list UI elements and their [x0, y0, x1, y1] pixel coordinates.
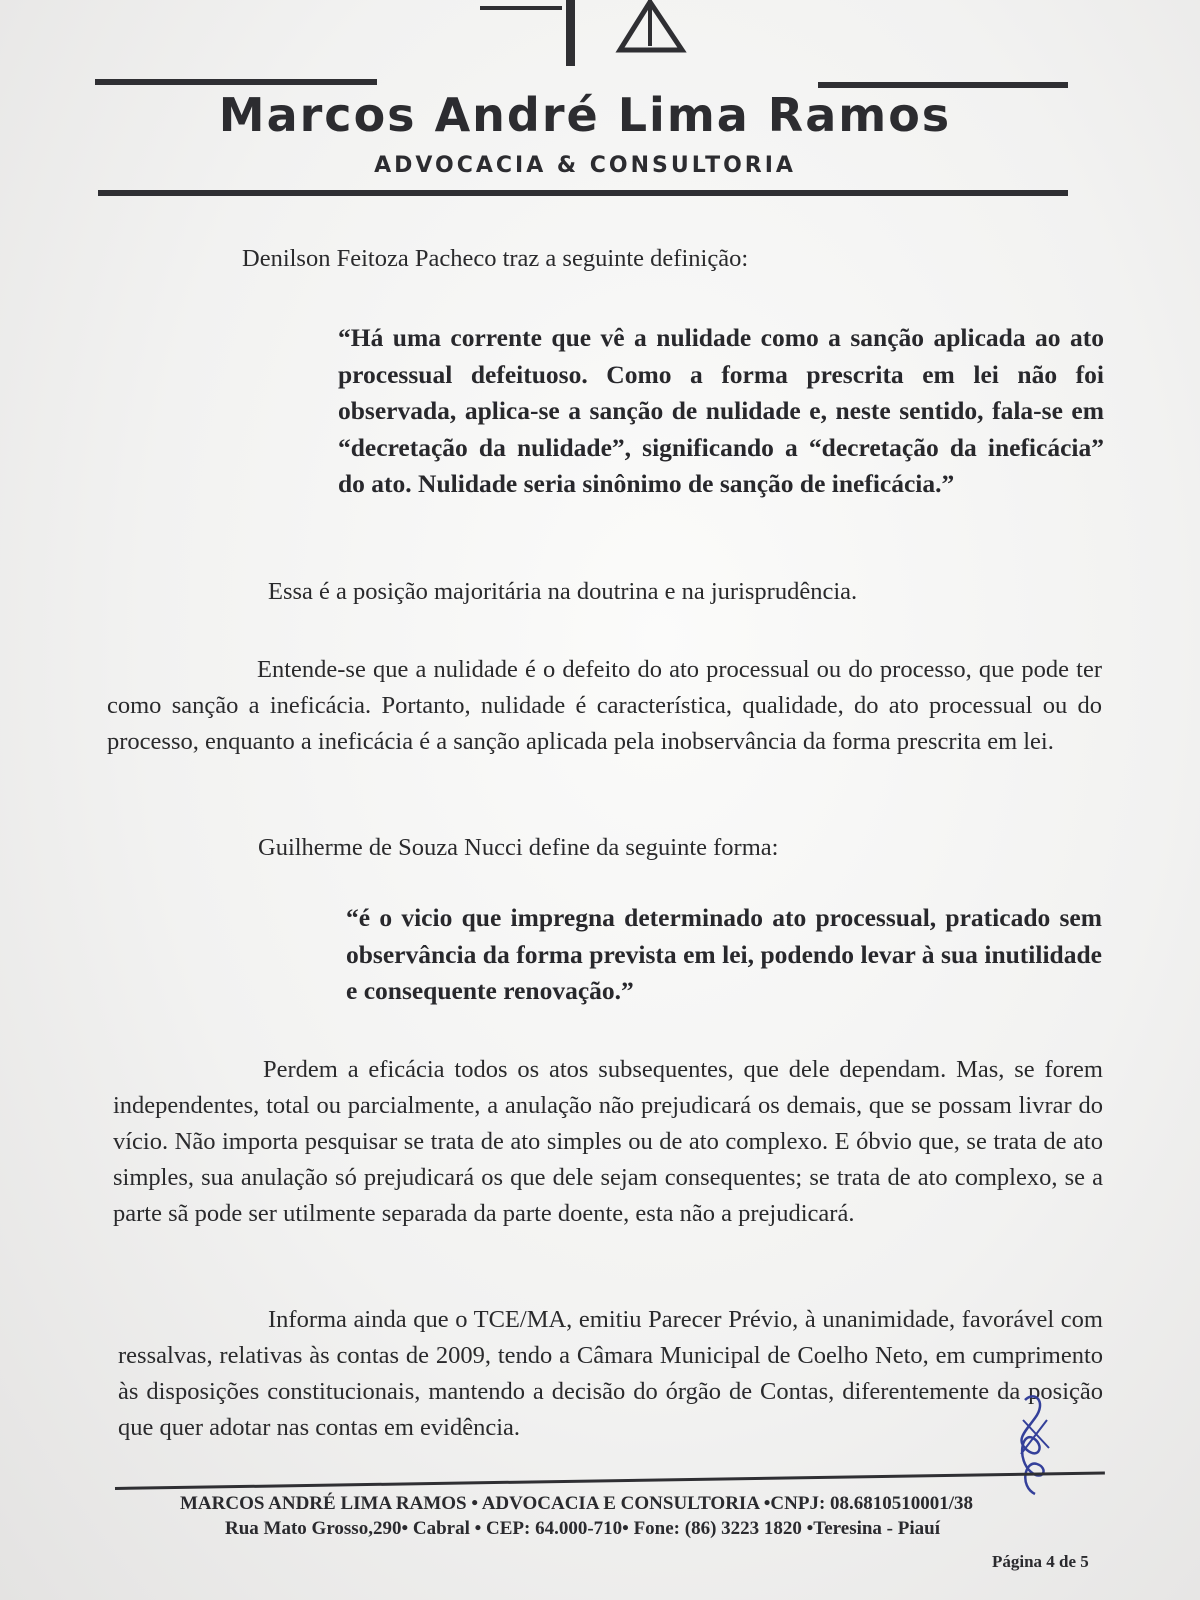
footer-firm-info: MARCOS ANDRÉ LIMA RAMOS • ADVOCACIA E CONSULTORIA •CNPJ: 08.6810510001/38: [180, 1493, 974, 1514]
scales-of-justice-logo: [470, 0, 710, 70]
quote-nucci: “é o vicio que impregna determinado ato processual, praticado sem observância da forma prevista em lei, podendo levar à sua inutilidade e consequente renovação.”: [346, 903, 1102, 1005]
paragraph-tce-ma: Informa ainda que o TCE/MA, emitiu Parecer Prévio, à unanimidade, favorável com ressalvas, relativas às contas de 2009, tendo a Câmara Municipal de Coelho Neto, em cumprimento às disposições constitucionais, mantendo a decisão do órgão de Contas, diferentemente da posição que quer adotar nas contas em evidência.: [118, 1306, 1103, 1441]
intro-pacheco: Denilson Feitoza Pacheco traz a seguinte definição:: [242, 245, 749, 272]
paragraph-nullity-definition: Entende-se que a nulidade é o defeito do ato processual ou do processo, que pode ter como sanção a ineficácia. Portanto, nulidade é característica, qualidade, do ato processual ou do processo, enquanto a ineficácia é a sanção aplicada pela inobservância da forma prescrita em lei.: [107, 656, 1102, 755]
page-number: Página 4 de 5: [992, 1552, 1089, 1571]
header-rule-bottom: [98, 190, 1068, 196]
firm-name: Marcos André Lima Ramos: [218, 88, 952, 142]
firm-subtitle: ADVOCACIA & CONSULTORIA: [374, 153, 796, 178]
paragraph-efficacy: Perdem a eficácia todos os atos subsequentes, que dele dependam. Mas, se forem independentes, total ou parcialmente, a anulação não prejudicará os demais, que se possam livrar do vício. Não importa pesquisar se trata de ato simples ou de ato complexo. E óbvio que, se trata de ato simples, sua anulação só prejudicará os que dele sejam consequentes; se trata de ato complexo, se a parte sã pode ser utilmente separada da parte doente, esta não a prejudicará.: [113, 1056, 1103, 1227]
handwritten-signature: [1005, 1390, 1065, 1500]
intro-nucci: Guilherme de Souza Nucci define da seguinte forma:: [258, 834, 779, 861]
quote-pacheco: “Há uma corrente que vê a nulidade como a sanção aplicada ao ato processual defeituoso. Como a forma prescrita em lei não foi observada, aplica-se a sanção de nulidade e, neste sentido, fala-se em “decretação da nulidade”, significando a “decretação da ineficácia” do ato. Nulidade seria sinônimo de sanção de ineficácia.”: [338, 323, 1104, 498]
footer-rule: [115, 1471, 1105, 1490]
paragraph-majority-position: Essa é a posição majoritária na doutrina e na jurisprudência.: [268, 578, 858, 605]
footer-address: Rua Mato Grosso,290• Cabral • CEP: 64.000-710• Fone: (86) 3223 1820 •Teresina - Piauí: [225, 1518, 940, 1539]
header-rule-top-left: [95, 79, 377, 85]
